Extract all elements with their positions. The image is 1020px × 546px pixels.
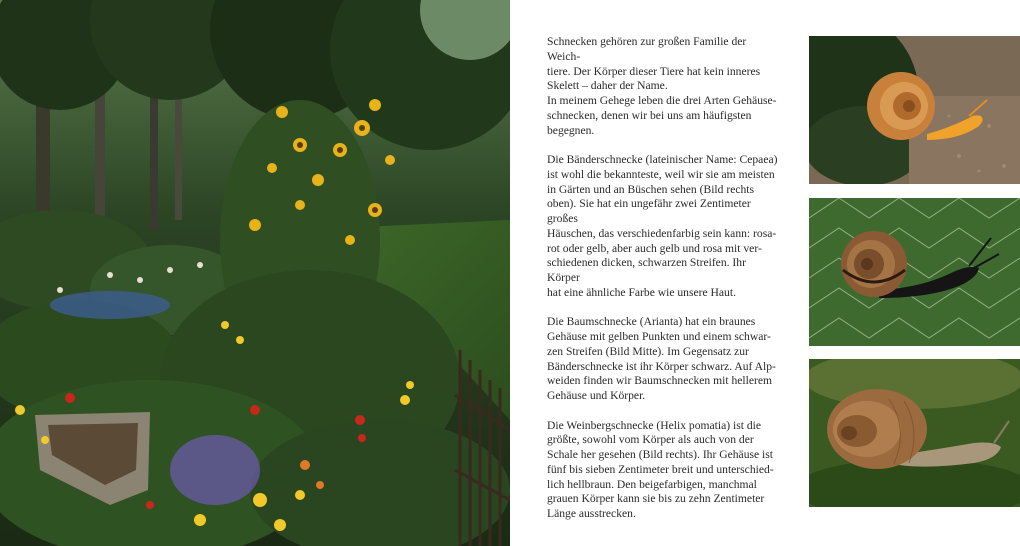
- paragraph-intro: Schnecken gehören zur großen Familie der Weich- tiere. Der Körper dieser Tiere hat kein inneres Skelett – daher der Name. In meinem Gehege leben die drei Arten Gehäuse- schnecken, denen wir bei uns am häufigsten begegnen.: [547, 35, 777, 137]
- paragraph-baumschnecke: Die Baumschnecke (Arianta) hat ein braunes Gehäuse mit gelben Punkten und einem schwar- zen Streifen (Bild Mitte). Im Gegensatz zur Bänderschnecke ist ihr Körper schwarz. Auf Alp- weiden finden wir Baumschnecken mit hellerem Gehäuse und Körper.: [547, 315, 776, 402]
- snail-photo-baenderschnecke: [809, 36, 1020, 184]
- snail-photo-baumschnecke: [809, 198, 1020, 346]
- article-text: [547, 35, 779, 537]
- paragraph-weinbergschnecke: Die Weinbergschnecke (Helix pomatia) ist die größte, sowohl vom Körper als auch von der Schale her gesehen (Bild rechts). Ihr Gehäuse ist fünf bis sieben Zentimeter breit und unterschied- lich hellbraun. Den beigefarbigen, manchmal grauen Körper kann sie bis zu zehn Zentimeter Länge ausstrecken.: [547, 418, 774, 520]
- snail-photo-weinbergschnecke: [809, 359, 1020, 507]
- paragraph-baenderschnecke: Die Bänderschnecke (lateinischer Name: Cepaea) ist wohl die bekannteste, weil wir sie am meisten in Gärten und an Büschen sehen (Bild rechts oben). Sie hat ein ungefähr zwei Zentimeter großes Häuschen, das verschiedenfarbig sein kann: rosa- rot oder gelb, aber auch gelb und rosa mit ver- schiedenen dicken, schwarzen Streifen. Ihr Körper hat eine ähnliche Farbe wie unsere Haut.: [547, 153, 778, 299]
